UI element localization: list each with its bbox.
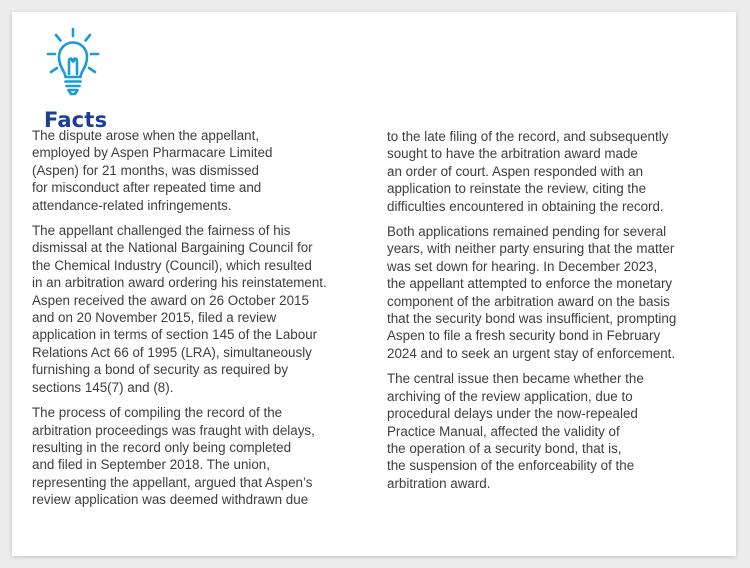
text-line: procedural delays under the now-repealed [387, 406, 638, 422]
text-line: archiving of the review application, due to [387, 388, 633, 404]
paragraph [387, 370, 707, 492]
text-line: for misconduct after repeated time and [32, 180, 262, 196]
text-line: employed by Aspen Pharmacare Limited [32, 145, 273, 161]
text-line: sections 145(7) and (8). [32, 379, 174, 395]
text-line: the suspension of the enforceability of the [387, 458, 635, 474]
text-line: review application was deemed withdrawn due [32, 492, 309, 508]
text-line: Both applications remained pending for several [387, 224, 667, 240]
text-line: application to reinstate the review, citing the [387, 181, 647, 197]
text-line: to the late filing of the record, and subsequently [387, 129, 669, 144]
text-line: The appellant challenged the fairness of his [32, 223, 291, 239]
text-line: and filed in September 2018. The union, [32, 457, 270, 473]
text-line: representing the appellant, argued that Aspen’s [32, 474, 313, 490]
text-line: that the security bond was insufficient, prompting [387, 311, 677, 327]
left-column [32, 127, 352, 517]
text-line: dismissal at the National Bargaining Council for [32, 240, 313, 256]
text-line: and on 20 November 2015, filed a review [32, 310, 277, 326]
text-line: the operation of a security bond, that is, [387, 440, 622, 456]
paragraph [32, 127, 352, 214]
text-line: (Aspen) for 21 months, was dismissed [32, 162, 259, 178]
text-line: Aspen received the award on 26 October 2015 [32, 292, 309, 308]
paragraph [32, 222, 352, 396]
text-line: The process of compiling the record of the [32, 405, 283, 421]
paragraph [32, 404, 352, 508]
text-line: difficulties encountered in obtaining the record. [387, 198, 664, 214]
text-line: the appellant attempted to enforce the monetary [387, 276, 673, 292]
text-line: in an arbitration award ordering his reinstatement. [32, 275, 327, 291]
text-line: attendance-related infringements. [32, 197, 232, 213]
text-line: arbitration proceedings was fraught with delays, [32, 422, 315, 438]
text-line: years, with neither party ensuring that the matter [387, 241, 675, 257]
text-line: Relations Act 66 of 1995 (LRA), simultaneously [32, 344, 312, 360]
text-line: The central issue then became whether the [387, 371, 644, 387]
paragraph [387, 128, 707, 215]
text-line: Practice Manual, affected the validity of [387, 423, 620, 439]
text-line: The dispute arose when the appellant, [32, 128, 260, 143]
text-line: arbitration award. [387, 475, 491, 491]
text-line: component of the arbitration award on the basis [387, 293, 670, 309]
text-line: Aspen to file a fresh security bond in February [387, 328, 661, 344]
text-line: 2024 and to seek an urgent stay of enforcement. [387, 345, 676, 361]
text-line: furnishing a bond of security as required by [32, 362, 289, 378]
paragraph [387, 223, 707, 362]
text-line: resulting in the record only being completed [32, 439, 292, 455]
right-column [387, 128, 707, 500]
text-line: was set down for hearing. In December 2023, [387, 258, 658, 274]
text-line: application in terms of section 145 of the Labour [32, 327, 318, 343]
lightbulb-icon [46, 27, 100, 103]
text-line: sought to have the arbitration award made [387, 146, 638, 162]
page-title: Facts [44, 108, 108, 132]
text-line: the Chemical Industry (Council), which resulted [32, 257, 312, 273]
text-line: an order of court. Aspen responded with an [387, 163, 644, 179]
